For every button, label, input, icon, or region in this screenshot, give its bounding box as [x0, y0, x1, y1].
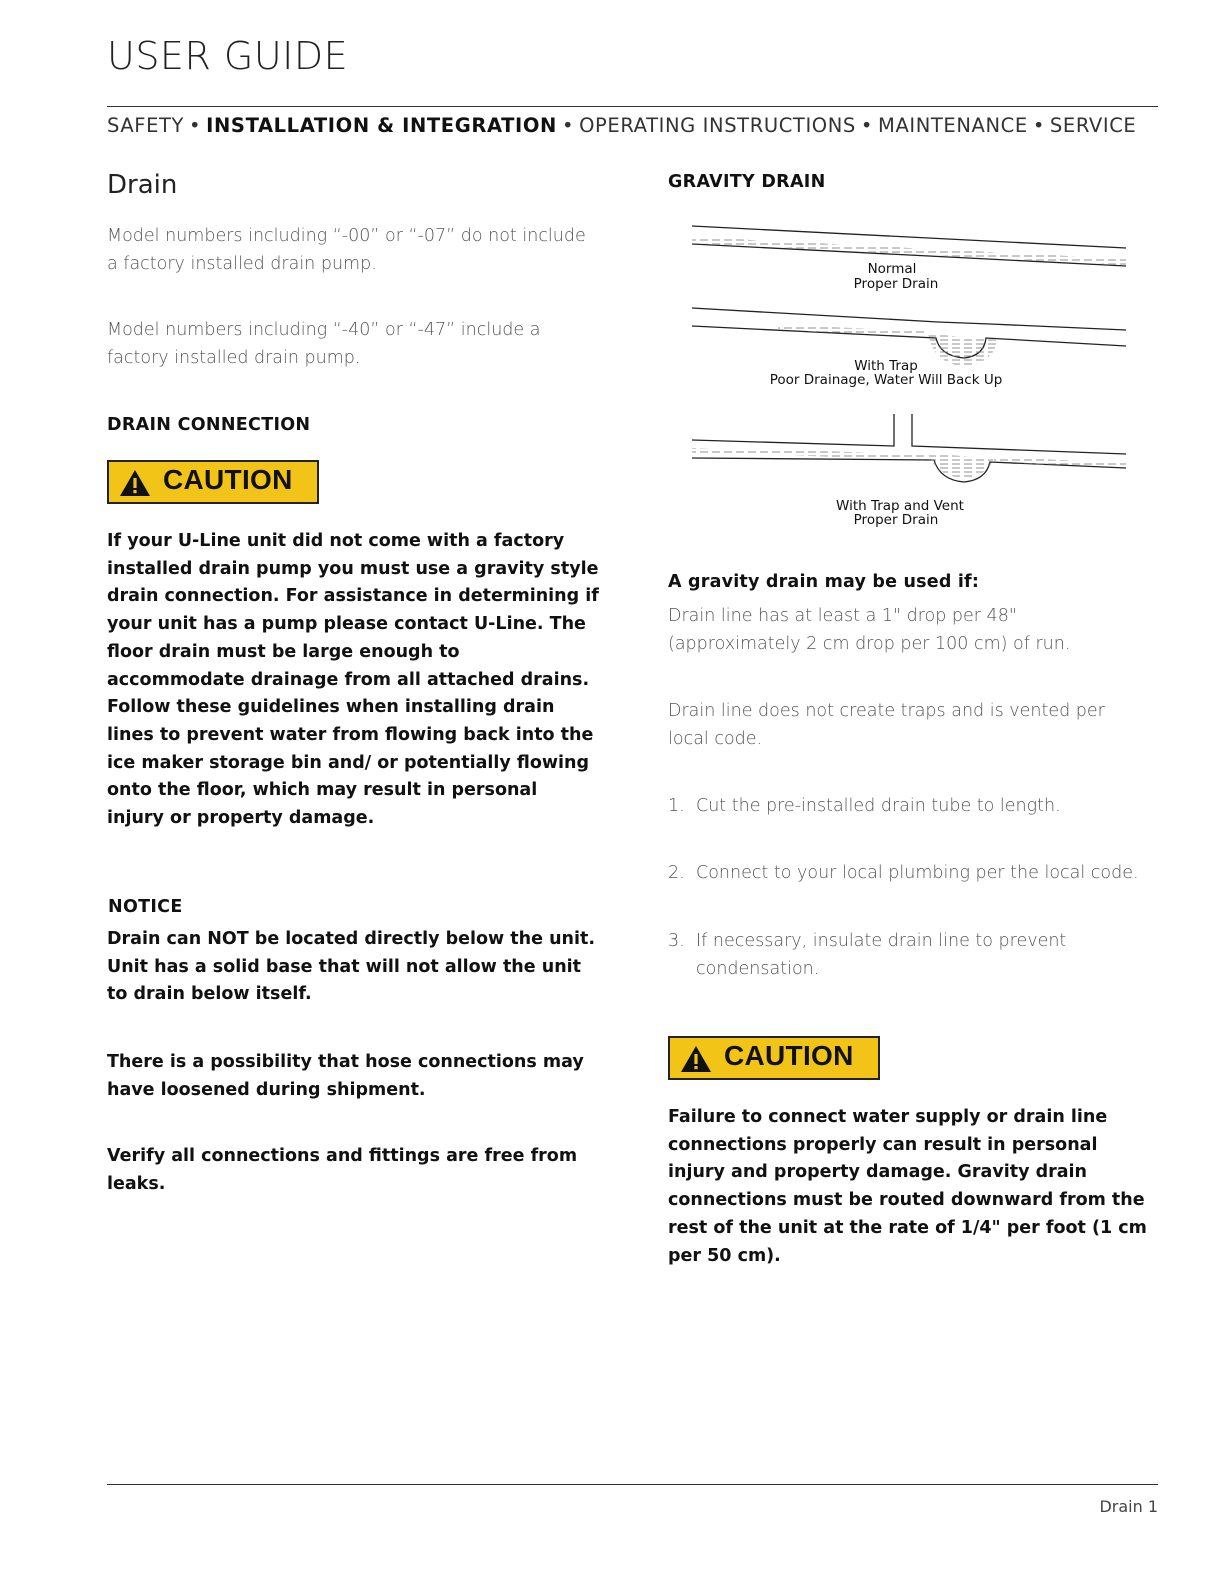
nav-separator: •	[1032, 114, 1045, 137]
nav-item-safety: SAFETY	[107, 114, 185, 137]
header-rule	[107, 106, 1158, 107]
step-number: 3.	[668, 931, 685, 951]
section-nav	[107, 114, 1136, 137]
diagram-label: Proper Drain	[853, 512, 939, 528]
gravity-conditions-heading: A gravity drain may be used if:	[668, 572, 980, 592]
step-text: If necessary, insulate drain line to prevent condensation.	[696, 931, 1067, 979]
trap-vent-drain-illustration	[692, 414, 1126, 528]
model-note-2: Model numbers including “-40” or “-47” include a factory installed drain pump.	[107, 320, 541, 368]
caution-text: Failure to connect water supply or drain line connections properly can result in personal injury and property damage. Gravity drain connections must be routed downward from the rest of the unit at the rate of 1/4" per foot (1 cm per 50 cm).	[668, 1107, 1147, 1266]
nav-separator: •	[189, 114, 202, 137]
gravity-drain-heading: GRAVITY DRAIN	[668, 172, 826, 192]
diagram-label: With Trap and Vent	[836, 498, 964, 514]
page-number: Drain 1	[1099, 1497, 1158, 1516]
nav-item-operating: OPERATING INSTRUCTIONS	[579, 114, 856, 137]
step-number: 2.	[668, 863, 685, 883]
caution-text: If your U-Line unit did not come with a factory installed drain pump you must use a gravity style drain connection. For assistance in determining if your unit has a pump please contact U-Line. The floor drain must be large enough to accommodate drainage from all attached drains. Follow these guidelines when installing drain lines to prevent water from flowing back into the ice maker storage bin and/ or potentially flowing onto the floor, which may result in personal injury or property damage.	[107, 531, 599, 829]
notice-text-3: Verify all connections and fittings are free from leaks.	[107, 1146, 578, 1194]
nav-item-installation: INSTALLATION & INTEGRATION	[206, 114, 557, 137]
diagram-label: Proper Drain	[853, 276, 939, 292]
diagram-label: With Trap	[854, 358, 918, 374]
nav-separator: •	[860, 114, 874, 137]
nav-separator: •	[561, 114, 575, 137]
caution-label: CAUTION	[724, 1040, 854, 1071]
footer-rule	[107, 1484, 1158, 1485]
condition-1: Drain line has at least a 1" drop per 48" (approximately 2 cm drop per 100 cm) of run.	[668, 606, 1071, 654]
drain-connection-heading: DRAIN CONNECTION	[107, 415, 311, 435]
caution-badge	[107, 460, 319, 504]
step-item	[668, 928, 1148, 983]
document-title: USER GUIDE	[107, 34, 349, 78]
caution-label: CAUTION	[163, 464, 293, 495]
step-text: Cut the pre-installed drain tube to length.	[696, 796, 1061, 816]
normal-drain-illustration	[692, 226, 1126, 292]
condition-2: Drain line does not create traps and is vented per local code.	[668, 701, 1105, 749]
trap-drain-illustration	[692, 308, 1126, 388]
notice-heading: NOTICE	[108, 897, 183, 917]
warning-triangle-icon	[680, 1045, 712, 1073]
notice-text-1: Drain can NOT be located directly below the unit. Unit has a solid base that will not allow the unit to drain below itself.	[107, 929, 596, 1005]
step-text: Connect to your local plumbing per the local code.	[696, 863, 1139, 883]
warning-triangle-icon	[119, 469, 151, 497]
gravity-drain-diagram	[688, 218, 1138, 538]
notice-text-2: There is a possibility that hose connections may have loosened during shipment.	[107, 1052, 584, 1100]
diagram-label: Poor Drainage, Water Will Back Up	[769, 372, 1003, 388]
nav-item-service: SERVICE	[1049, 114, 1137, 137]
step-number: 1.	[668, 796, 685, 816]
diagram-label: Normal	[867, 261, 917, 277]
section-title: Drain	[107, 170, 178, 200]
nav-item-maintenance: MAINTENANCE	[878, 114, 1028, 137]
step-item	[668, 860, 1148, 888]
step-item	[668, 793, 1148, 821]
model-note-1: Model numbers including “-00” or “-07” do not include a factory installed drain pump.	[107, 226, 586, 274]
caution-badge	[668, 1036, 880, 1080]
